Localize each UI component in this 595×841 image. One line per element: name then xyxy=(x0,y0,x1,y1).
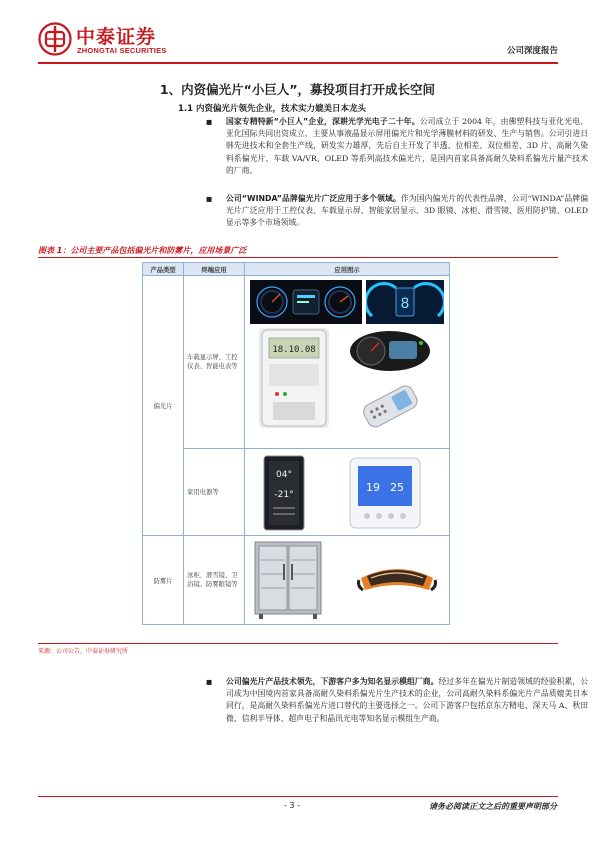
car-dashboard-photo xyxy=(250,280,362,324)
footer-divider xyxy=(38,796,558,797)
cluster-digit: 8 xyxy=(400,296,410,312)
footer-disclaimer: 请务必阅读正文之后的重要声明部分 xyxy=(429,802,557,811)
thermostat-temp-left: 19 xyxy=(366,481,380,494)
table-row xyxy=(143,449,450,536)
logo-text-cn: 中泰证券 xyxy=(76,26,157,48)
bullet-lead: 国家专精特新“小巨人”企业，深耕光学光电子二十年。 xyxy=(226,117,420,126)
appliance-panel-photo xyxy=(263,455,305,531)
panel-text-lower: -21° xyxy=(274,490,294,500)
thermostat-temp-right: 25 xyxy=(390,481,404,494)
bullet-lead: 公司偏光片产品技术领先，下游客户多为知名显示模组厂商。 xyxy=(226,677,439,686)
figure-source: 来源：公司公告，中泰证券研究所 xyxy=(38,643,558,655)
table-header-row xyxy=(143,263,450,276)
bullet-square-icon: ■ xyxy=(206,678,213,686)
table-row xyxy=(143,536,450,625)
image-cell xyxy=(245,536,450,625)
subsection-title: 1.1 内资偏光片领先企业，技术实力媲美日本龙头 xyxy=(178,104,367,114)
bullet-body: 公司成立于 2004 年，由佛塑科技与亚化光电、亚化国际共同出资成立，主要从事液晶显示屏用偏光片和光学薄膜材料的研发、生产与销售。公司引进日韩先进技术和全套生产线，研发实力雄厚，先后自主开发了半透、位相差、双位相差、3D 片、高耐久染料系偏光片、车载 VA/VR、OLED 等系列高技术偏光片，是国内首家具备高耐久染料系偏光片量产技术的厂商。 xyxy=(226,117,588,175)
digital-instrument-cluster-photo xyxy=(366,280,444,324)
bullet-square-icon: ■ xyxy=(206,118,213,126)
application-cell: 车载显示屏、工控仪表、智能电表等 xyxy=(184,276,245,449)
table-header-cell: 应用图示 xyxy=(245,263,450,276)
page-header xyxy=(38,20,558,64)
figure-table xyxy=(142,262,450,625)
application-cell: 家用电器等 xyxy=(184,449,245,536)
thermostat-photo xyxy=(349,457,421,529)
logo-text-en: ZHONGTAI SECURITIES xyxy=(77,46,167,55)
zhongtai-logo-icon xyxy=(38,22,72,56)
application-cell: 冰柜、滑雪镜、卫浴镜、防雾眼镜等 xyxy=(184,536,245,625)
smart-meter-photo xyxy=(259,328,329,428)
page-number: - 3 - xyxy=(284,801,300,810)
figure-title: 图表 1：公司主要产品包括偏光片和防雾片，应用场景广泛 xyxy=(38,245,558,258)
bullet-lead: 公司“WINDA”品牌偏光片广泛应用于多个领域。 xyxy=(226,194,401,203)
panel-text-upper: 04° xyxy=(276,470,292,480)
bullet-body: 作为国内偏光片的代表性品牌，公司“WINDA”品牌偏光片广泛应用于工控仪表、车载显示屏、智能家居显示、3D 眼镜、冰柜、滑雪镜、医用防护镜、OLED 显示等多个市场领域。 xyxy=(226,194,588,228)
table-header-cell: 产品类型 xyxy=(143,263,184,276)
bullet-body: 经过多年在偏光片制造领域的经验积累，公司成为中国境内首家具备高耐久染料系偏光片生产技术的企业，公司高耐久染料系偏光片产品质媲美日本同行，是高耐久染料系偏光片进口替代的主要选择之一。公司下游客户包括京东方精电、深天马 A、秋田微、信利半导体、超声电子和晶讯光电等知名显示模组生产商。 xyxy=(226,677,589,723)
image-cell xyxy=(245,449,450,536)
table-header-cell: 终端应用 xyxy=(184,263,245,276)
report-type-label: 公司深度报告 xyxy=(506,46,558,56)
motorcycle-gauge-photo xyxy=(349,329,431,373)
table-row xyxy=(143,276,450,449)
category-cell: 偏光片 xyxy=(143,276,184,536)
image-cell xyxy=(245,276,450,449)
ski-goggles-photo xyxy=(357,558,437,600)
meter-reading: 18.10.08 xyxy=(272,345,316,355)
category-cell: 防雾片 xyxy=(143,536,184,625)
handheld-device-photo xyxy=(351,377,427,435)
freezer-photo xyxy=(253,540,323,620)
header-divider xyxy=(38,62,558,64)
section-title: 1、内资偏光片“小巨人”，募投项目打开成长空间 xyxy=(159,82,436,97)
bullet-square-icon: ■ xyxy=(206,195,213,203)
